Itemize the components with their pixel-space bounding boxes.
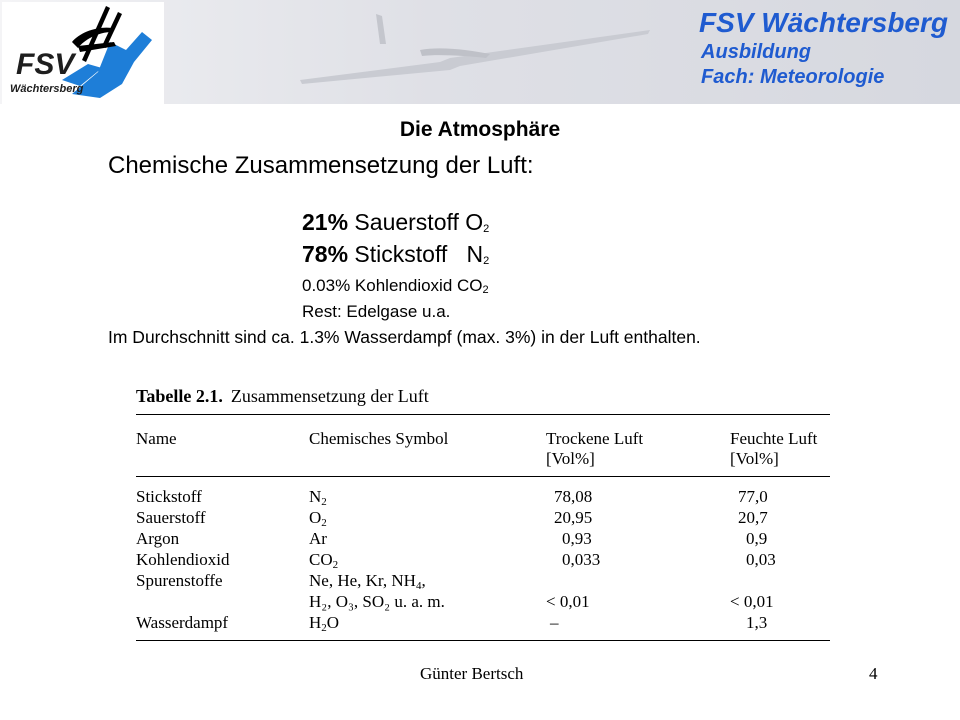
table-row-name: Kohlendioxid — [136, 550, 230, 569]
table-row-symbol: Ne, He, Kr, $NH_4$, — [309, 571, 426, 592]
composition-item-co2: 0.03% Kohlendioxid $CO_2$ — [302, 276, 489, 296]
table-row-wet: 0,9 — [746, 529, 768, 548]
table-row-name: Spurenstoffe — [136, 571, 223, 590]
table-row-wet: 1,3 — [746, 613, 768, 632]
header-dry: Trockene Luft — [546, 429, 644, 448]
water-vapor-note: Im Durchschnitt sind ca. 1.3% Wasserdampf (max. 3%) in der Luft enthalten. — [108, 327, 701, 347]
table-row-name: Wasserdampf — [136, 613, 229, 632]
table-row-symbol: $CO_2$ — [309, 550, 339, 571]
table-row-dry: 20,95 — [554, 508, 593, 527]
slide-heading: Die Atmosphäre — [399, 118, 561, 141]
table-row-symbol: Ar — [309, 529, 327, 548]
table-row-dry: 78,08 — [554, 487, 593, 506]
composition-table — [136, 386, 832, 644]
club-logo — [2, 2, 164, 104]
table-row-dry: – — [550, 613, 559, 632]
table-row-symbol: H₂, O₃, SO₂ u. a. m. — [309, 592, 445, 611]
table-rule-middle — [136, 476, 830, 477]
table-row-name: Sauerstoff — [136, 508, 206, 527]
svg-text:FSV: FSV — [16, 48, 75, 81]
table-row-name: Stickstoff — [136, 487, 202, 506]
table-row-dry: 0,93 — [562, 529, 592, 548]
page-title: FSV Wächtersberg — [699, 7, 948, 38]
table-row-wet: 77,0 — [738, 487, 768, 506]
composition-item-oxygen: 21% Sauerstoff $O_2$ — [302, 209, 490, 235]
page-number: 4 — [869, 664, 878, 683]
table-rule-top — [136, 414, 830, 415]
table-row-dry: 0,033 — [562, 550, 601, 569]
title-block — [699, 6, 948, 90]
table-row-wet: 0,03 — [746, 550, 776, 569]
table-caption: Tabelle 2.1. Zusammensetzung der Luft — [136, 386, 429, 406]
header-wet: Feuchte Luft — [730, 429, 818, 448]
table-row-symbol: $N_2$ — [309, 487, 327, 508]
table-rule-bottom — [136, 640, 830, 641]
header-name: Name — [136, 429, 177, 448]
composition-item-rest: Rest: Edelgase u.a. — [302, 302, 451, 321]
subtitle-training: Ausbildung — [701, 41, 812, 63]
header-dry-unit: [Vol%] — [546, 449, 595, 468]
footer-author: Günter Bertsch — [420, 664, 524, 683]
glider-logo-icon — [2, 2, 164, 104]
slide-subheading: Chemische Zusammensetzung der Luft: — [108, 152, 534, 179]
composition-item-nitrogen: 78% Stickstoff $N_2$ — [302, 241, 490, 267]
glider-photo-icon — [300, 10, 650, 90]
table-row-symbol: $O_2$ — [309, 508, 327, 529]
subtitle-subject: Fach: Meteorologie — [701, 66, 885, 88]
table-row-wet: 20,7 — [738, 508, 768, 527]
table-row-symbol: $H_2O$ — [309, 613, 340, 634]
header-banner — [0, 0, 960, 104]
header-symbol: Chemisches Symbol — [309, 429, 449, 448]
svg-text:Wächtersberg: Wächtersberg — [10, 83, 84, 95]
table-row-wet: < 0,01 — [730, 592, 774, 611]
table-row-dry: < 0,01 — [546, 592, 590, 611]
table-row-name: Argon — [136, 529, 180, 548]
header-wet-unit: [Vol%] — [730, 449, 779, 468]
